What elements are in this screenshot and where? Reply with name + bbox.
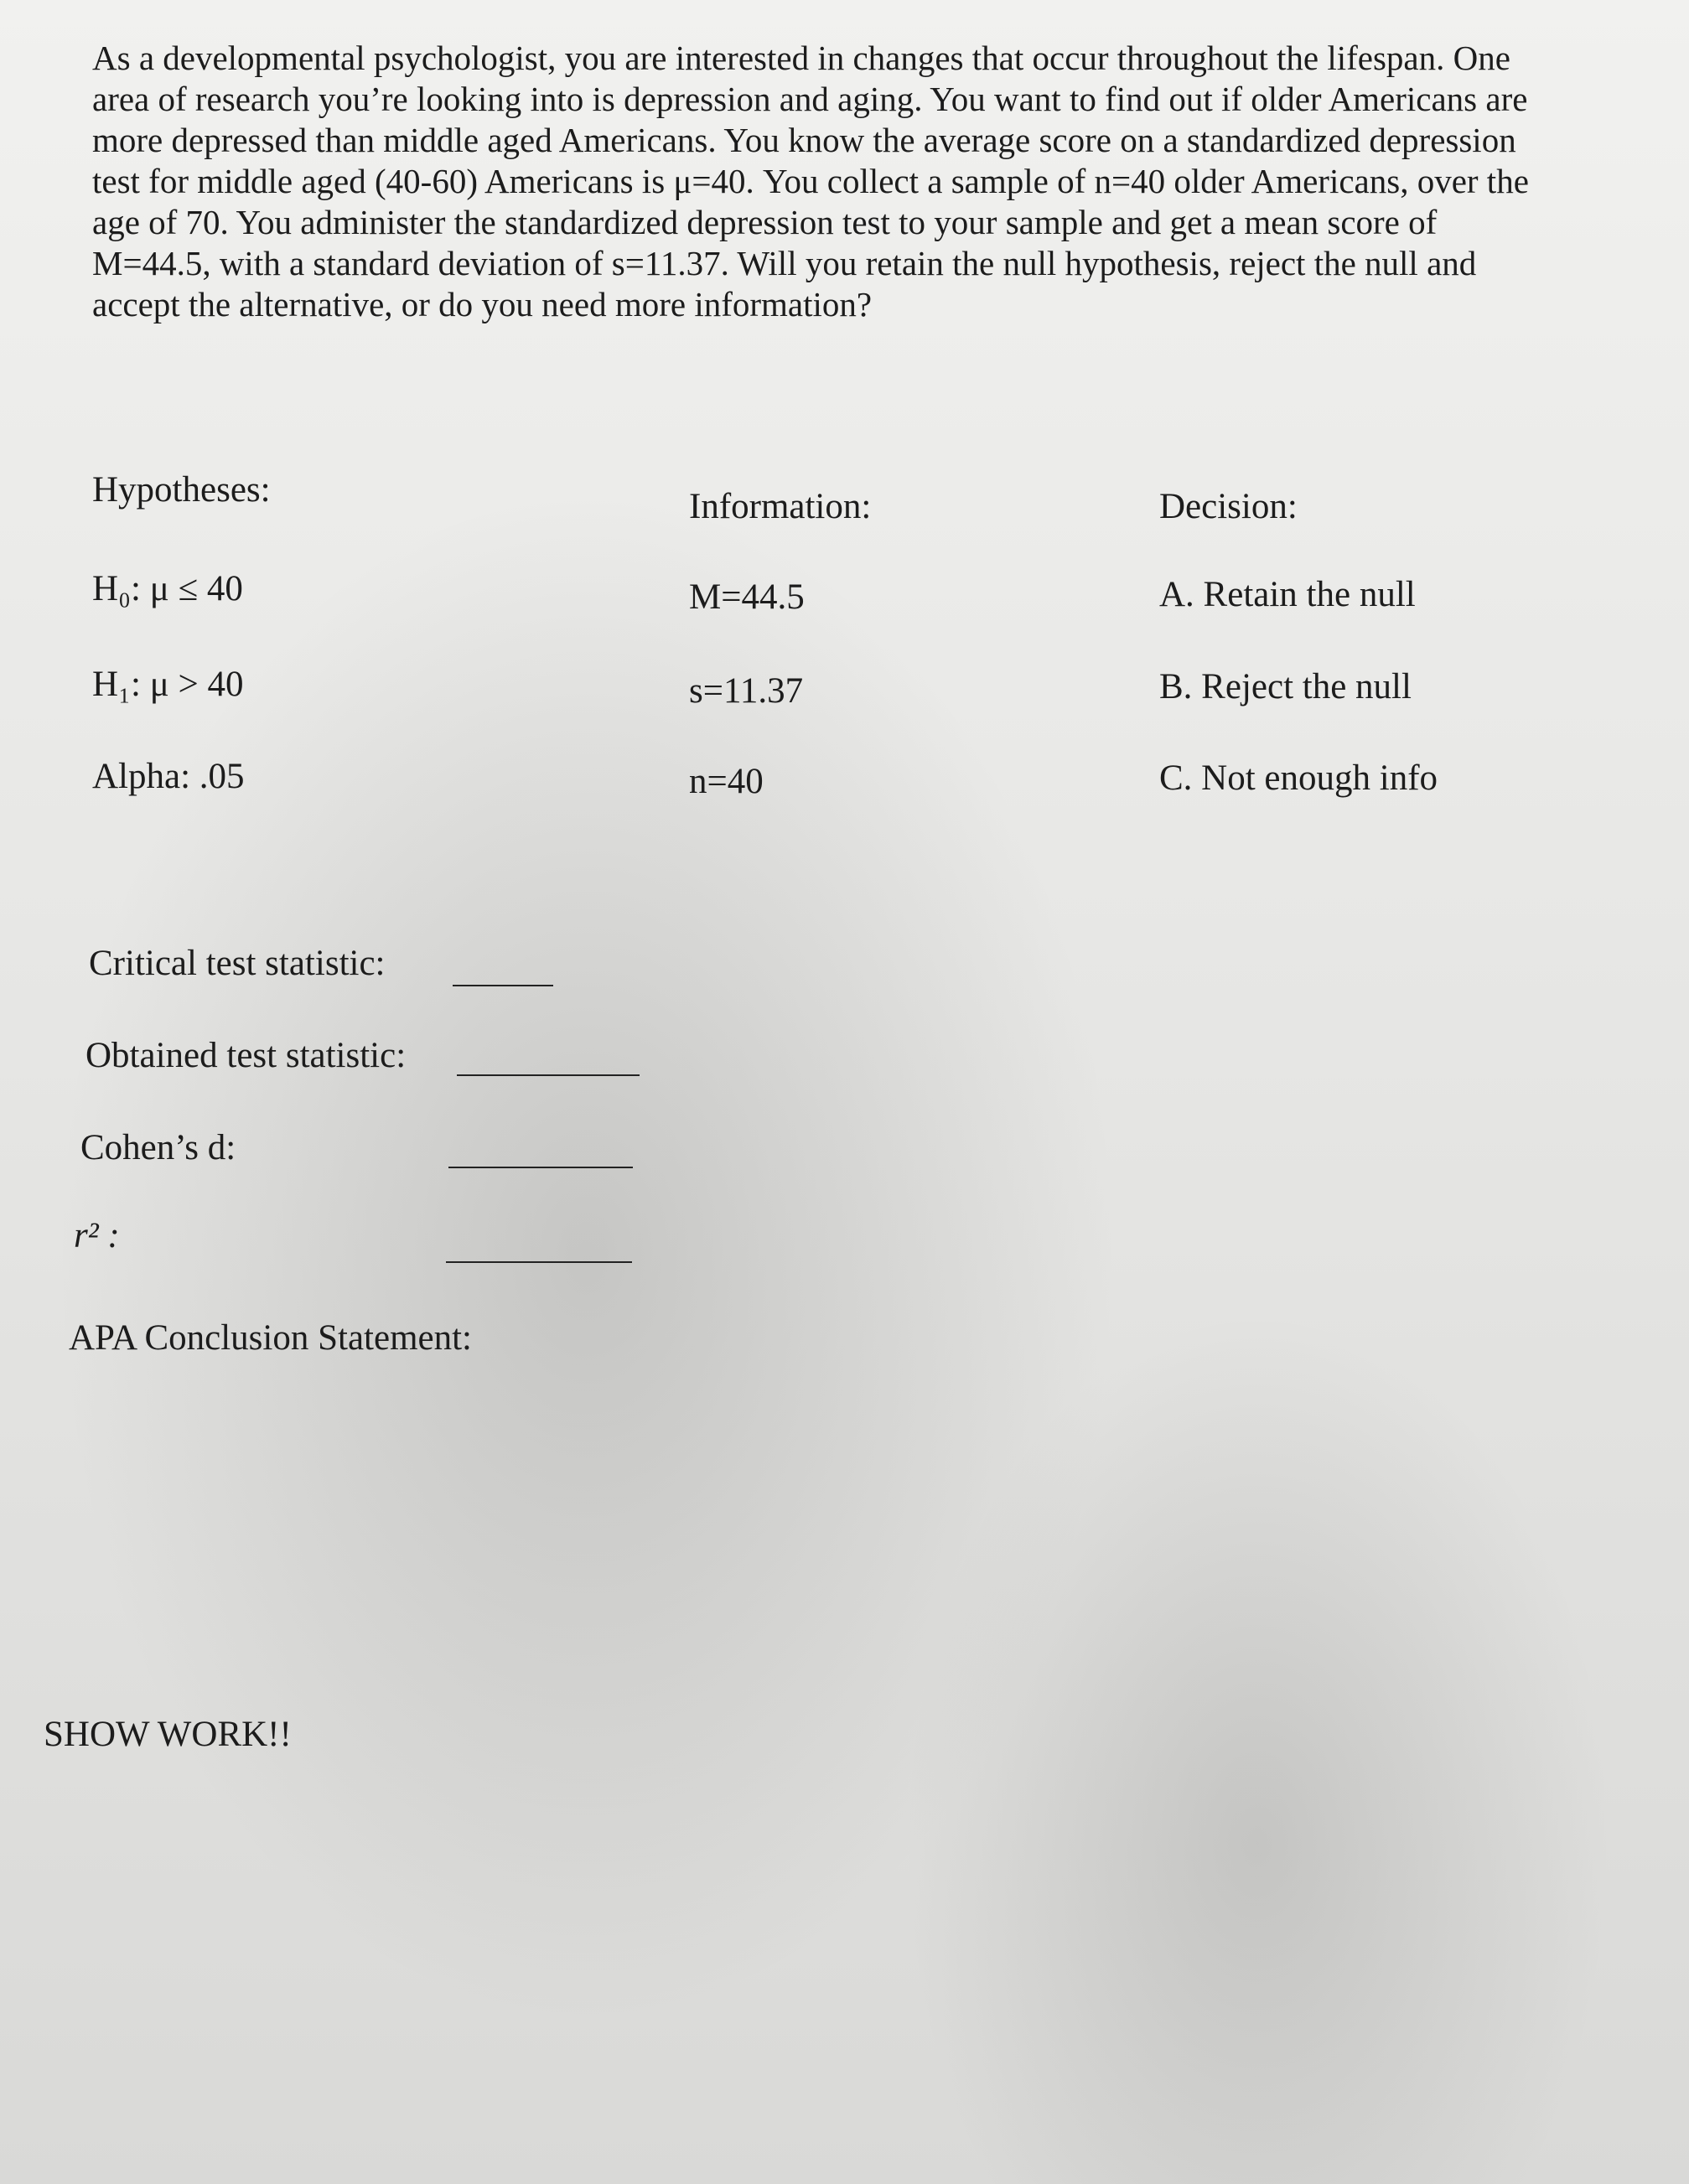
hypotheses-heading: Hypotheses: [92, 470, 271, 510]
critical-statistic-label: Critical test statistic: [89, 944, 386, 983]
cohens-d-label: Cohen’s d: [80, 1128, 236, 1167]
obtained-statistic-label: Obtained test statistic: [85, 1036, 407, 1075]
r-squared-label: r² : [74, 1216, 120, 1255]
decision-option-c: C. Not enough info [1159, 758, 1438, 798]
sample-mean: M=44.5 [689, 577, 805, 617]
alpha-level: Alpha: .05 [92, 757, 245, 796]
critical-statistic-blank[interactable] [453, 985, 553, 986]
obtained-statistic-blank[interactable] [457, 1074, 640, 1076]
cohens-d-blank[interactable] [448, 1167, 633, 1168]
decision-heading: Decision: [1159, 487, 1298, 526]
null-hypothesis: H₀: μ ≤ 40 [92, 569, 243, 608]
r-squared-blank[interactable] [446, 1261, 632, 1263]
decision-option-a: A. Retain the null [1159, 575, 1416, 614]
sample-size: n=40 [689, 762, 764, 801]
information-heading: Information: [689, 487, 872, 526]
decision-option-b: B. Reject the null [1159, 667, 1412, 706]
apa-conclusion-label: APA Conclusion Statement: [69, 1318, 472, 1358]
standard-deviation: s=11.37 [689, 671, 804, 711]
problem-statement: As a developmental psychologist, you are interested in changes that occur throughout the lifespan. One area of research you’re looking into is depression and aging. You want to find out if older Americans are more depressed than middle aged Americans. You know the average score on a standardized depression test for middle aged (40-60) Americans is μ=40. You collect a sample of n=40 older Americans, over the age of 70. You administer the standardized depression test to your sample and get a mean score of M=44.5, with a standard deviation of s=11.37. Will you retain the null hypothesis, reject the null and accept the alternative, or do you need more information? [92, 39, 1529, 323]
alternative-hypothesis: H₁: μ > 40 [92, 665, 244, 704]
show-work-note: SHOW WORK!! [44, 1715, 292, 1754]
